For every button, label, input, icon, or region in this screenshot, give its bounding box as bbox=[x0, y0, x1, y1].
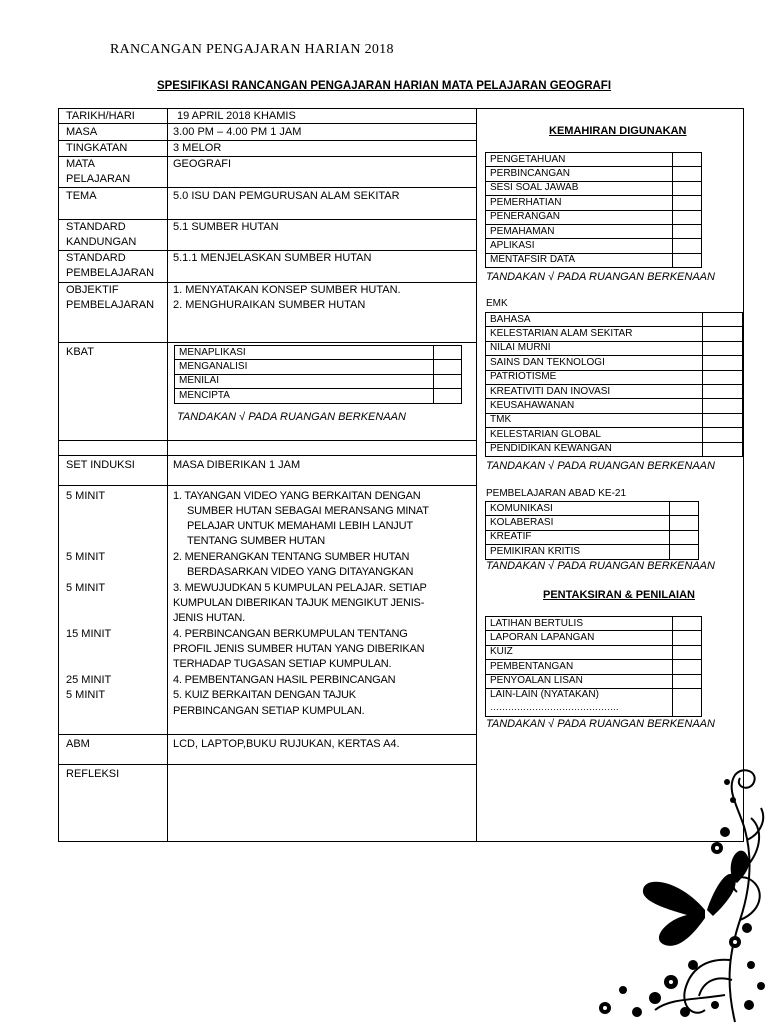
abad21-item: KOLABERASI bbox=[486, 516, 670, 530]
page-header: RANCANGAN PENGAJARAN HARIAN 2018 bbox=[110, 42, 394, 57]
checklist-row bbox=[486, 502, 699, 516]
activity-6-line-2: PERBINCANGAN SETIAP KUMPULAN. bbox=[173, 705, 365, 717]
checkbox[interactable] bbox=[670, 502, 699, 516]
butterfly-floral-ornament-icon bbox=[575, 760, 768, 1024]
activity-time-6: 5 MINIT bbox=[66, 689, 106, 701]
abad21-note: TANDAKAN √ PADA RUANGAN BERKENAAN bbox=[486, 560, 715, 572]
checklist-row bbox=[486, 370, 743, 384]
checkbox[interactable] bbox=[673, 196, 702, 210]
mata-pelajaran-label-1: MATA bbox=[66, 158, 95, 170]
row-divider bbox=[58, 187, 476, 188]
abad21-item: KOMUNIKASI bbox=[486, 502, 670, 516]
standard-pembelajaran-value: 5.1.1 MENJELASKAN SUMBER HUTAN bbox=[173, 252, 372, 264]
pentaksiran-note: TANDAKAN √ PADA RUANGAN BERKENAAN bbox=[486, 718, 715, 730]
kemahiran-item: APLIKASI bbox=[486, 239, 673, 253]
activity-3-line-3: JENIS HUTAN. bbox=[173, 612, 245, 624]
tarikh-label: TARIKH/HARI bbox=[66, 110, 135, 122]
objektif-2: 2. MENGHURAIKAN SUMBER HUTAN bbox=[173, 299, 366, 311]
checkbox[interactable] bbox=[703, 356, 743, 370]
row-divider bbox=[58, 764, 476, 765]
standard-pembelajaran-label-1: STANDARD bbox=[66, 252, 126, 264]
activity-6-line-1: 5. KUIZ BERKAITAN DENGAN TAJUK bbox=[173, 689, 356, 701]
emk-item: SAINS DAN TEKNOLOGI bbox=[486, 356, 703, 370]
pentaksiran-lain-label: LAIN-LAIN (NYATAKAN) bbox=[490, 688, 599, 700]
checklist-row bbox=[486, 153, 702, 167]
checklist-row bbox=[486, 196, 702, 210]
pentaksiran-item: PENYOALAN LISAN bbox=[486, 674, 673, 688]
emk-checklist bbox=[485, 312, 743, 457]
emk-item: BAHASA bbox=[486, 313, 703, 327]
checkbox[interactable] bbox=[673, 253, 702, 267]
checklist-row bbox=[486, 688, 702, 716]
pentaksiran-lain-cell bbox=[486, 688, 673, 716]
checklist-row bbox=[486, 224, 702, 238]
tema-value: 5.0 ISU DAN PEMGURUSAN ALAM SEKITAR bbox=[173, 190, 400, 202]
checklist-row bbox=[486, 545, 699, 559]
masa-value: 3.00 PM – 4.00 PM 1 JAM bbox=[173, 126, 302, 138]
checkbox[interactable] bbox=[673, 153, 702, 167]
kbat-note: TANDAKAN √ PADA RUANGAN BERKENAAN bbox=[177, 411, 406, 423]
standard-kandungan-label-1: STANDARD bbox=[66, 221, 126, 233]
checklist-row bbox=[486, 181, 702, 195]
standard-pembelajaran-label-2: PEMBELAJARAN bbox=[66, 267, 155, 279]
checklist-row bbox=[486, 631, 702, 645]
pentaksiran-lain-dots: ……………………………………. bbox=[490, 701, 619, 712]
kbat-item: MENILAI bbox=[175, 374, 434, 388]
kbat-item: MENGANALISI bbox=[175, 360, 434, 374]
emk-item: NILAI MURNI bbox=[486, 341, 703, 355]
activity-3-line-1: 3. MEWUJUDKAN 5 KUMPULAN PELAJAR. SETIAP bbox=[173, 582, 427, 594]
pentaksiran-checklist bbox=[485, 616, 702, 717]
abm-label: ABM bbox=[66, 738, 90, 750]
activity-5-line-1: 4. PEMBENTANGAN HASIL PERBINCANGAN bbox=[173, 674, 396, 686]
checklist-row bbox=[486, 413, 743, 427]
kbat-item: MENCIPTA bbox=[175, 389, 434, 403]
standard-kandungan-label-2: KANDUNGAN bbox=[66, 236, 137, 248]
checklist-row bbox=[486, 327, 743, 341]
checkbox[interactable] bbox=[673, 167, 702, 181]
checkbox[interactable] bbox=[673, 239, 702, 253]
kemahiran-item: PENERANGAN bbox=[486, 210, 673, 224]
checkbox[interactable] bbox=[703, 327, 743, 341]
kemahiran-item: MENTAFSIR DATA bbox=[486, 253, 673, 267]
kbat-item: MENAPLIKASI bbox=[175, 346, 434, 360]
objektif-label-1: OBJEKTIF bbox=[66, 284, 119, 296]
checklist-row bbox=[175, 374, 462, 388]
checkbox[interactable] bbox=[434, 389, 462, 403]
checklist-row bbox=[486, 660, 702, 674]
row-divider bbox=[58, 156, 476, 157]
row-divider bbox=[58, 485, 476, 486]
mata-pelajaran-value: GEOGRAFI bbox=[173, 158, 232, 170]
checklist-row bbox=[486, 210, 702, 224]
spec-title: SPESIFIKASI RANCANGAN PENGAJARAN HARIAN MATA PELAJARAN GEOGRAFI bbox=[156, 80, 612, 92]
pentaksiran-item: KUIZ bbox=[486, 645, 673, 659]
kbat-label: KBAT bbox=[66, 346, 94, 358]
checkbox[interactable] bbox=[703, 442, 743, 456]
checklist-row bbox=[486, 530, 699, 544]
pentaksiran-item: LATIHAN BERTULIS bbox=[486, 617, 673, 631]
checklist-row bbox=[486, 645, 702, 659]
checkbox[interactable] bbox=[670, 516, 699, 530]
right-panel-divider bbox=[476, 108, 477, 842]
kemahiran-item: PERBINCANGAN bbox=[486, 167, 673, 181]
kemahiran-item: SESI SOAL JAWAB bbox=[486, 181, 673, 195]
objektif-1: 1. MENYATAKAN KONSEP SUMBER HUTAN. bbox=[173, 284, 401, 296]
abad21-item: KREATIF bbox=[486, 530, 670, 544]
kemahiran-note: TANDAKAN √ PADA RUANGAN BERKENAAN bbox=[486, 271, 715, 283]
emk-item: KREATIVITI DAN INOVASI bbox=[486, 384, 703, 398]
checkbox[interactable] bbox=[673, 631, 702, 645]
activity-1-line-4: TENTANG SUMBER HUTAN bbox=[187, 535, 325, 547]
tarikh-value: 19 APRIL 2018 KHAMIS bbox=[177, 110, 296, 122]
abad21-title: PEMBELAJARAN ABAD KE-21 bbox=[486, 488, 627, 499]
kemahiran-checklist bbox=[485, 152, 702, 268]
checklist-row bbox=[486, 239, 702, 253]
checkbox[interactable] bbox=[670, 530, 699, 544]
checkbox[interactable] bbox=[673, 210, 702, 224]
row-divider bbox=[58, 342, 476, 343]
kemahiran-title: KEMAHIRAN DIGUNAKAN bbox=[549, 125, 687, 137]
checkbox[interactable] bbox=[703, 370, 743, 384]
checkbox[interactable] bbox=[703, 313, 743, 327]
activity-4-line-3: TERHADAP TUGASAN SETIAP KUMPULAN. bbox=[173, 658, 392, 670]
activity-1-line-1: 1. TAYANGAN VIDEO YANG BERKAITAN DENGAN bbox=[173, 490, 421, 502]
tema-label: TEMA bbox=[66, 190, 97, 202]
checkbox[interactable] bbox=[434, 360, 462, 374]
checklist-row bbox=[486, 674, 702, 688]
activity-time-5: 25 MINIT bbox=[66, 674, 112, 686]
checklist-row bbox=[486, 399, 743, 413]
checkbox[interactable] bbox=[673, 660, 702, 674]
checkbox[interactable] bbox=[673, 224, 702, 238]
activity-time-3: 5 MINIT bbox=[66, 582, 106, 594]
row-divider bbox=[58, 734, 476, 735]
checklist-row bbox=[486, 313, 743, 327]
kemahiran-item: PENGETAHUAN bbox=[486, 153, 673, 167]
checklist-row bbox=[486, 428, 743, 442]
refleksi-label: REFLEKSI bbox=[66, 768, 120, 780]
checklist-row bbox=[486, 167, 702, 181]
checkbox[interactable] bbox=[670, 545, 699, 559]
activity-1-line-3: PELAJAR UNTUK MEMAHAMI LEBIH LANJUT bbox=[187, 520, 413, 532]
masa-label: MASA bbox=[66, 126, 98, 138]
checklist-row bbox=[486, 617, 702, 631]
activity-4-line-1: 4. PERBINCANGAN BERKUMPULAN TENTANG bbox=[173, 628, 408, 640]
row-divider bbox=[58, 440, 476, 441]
activity-time-1: 5 MINIT bbox=[66, 490, 106, 502]
emk-title: EMK bbox=[486, 298, 508, 309]
activity-2-line-1: 2. MENERANGKAN TENTANG SUMBER HUTAN bbox=[173, 551, 410, 563]
emk-item: KEUSAHAWANAN bbox=[486, 399, 703, 413]
emk-item: KELESTARIAN GLOBAL bbox=[486, 428, 703, 442]
standard-kandungan-value: 5.1 SUMBER HUTAN bbox=[173, 221, 279, 233]
checklist-row bbox=[175, 389, 462, 403]
activity-1-line-2: SUMBER HUTAN SEBAGAI MERANSANG MINAT bbox=[187, 505, 429, 517]
checklist-row bbox=[486, 516, 699, 530]
checkbox[interactable] bbox=[703, 413, 743, 427]
activity-time-4: 15 MINIT bbox=[66, 628, 112, 640]
checkbox[interactable] bbox=[673, 181, 702, 195]
pentaksiran-title: PENTAKSIRAN & PENILAIAN bbox=[543, 589, 695, 601]
checklist-row bbox=[175, 360, 462, 374]
checklist-row bbox=[486, 356, 743, 370]
pentaksiran-item: PEMBENTANGAN bbox=[486, 660, 673, 674]
tingkatan-label: TINGKATAN bbox=[66, 142, 128, 154]
abad21-checklist bbox=[485, 501, 699, 560]
activity-4-line-2: PROFIL JENIS SUMBER HUTAN YANG DIBERIKAN bbox=[173, 643, 425, 655]
checkbox[interactable] bbox=[434, 374, 462, 388]
kemahiran-item: PEMAHAMAN bbox=[486, 224, 673, 238]
checklist-row bbox=[175, 346, 462, 360]
row-divider bbox=[58, 123, 476, 124]
tingkatan-value: 3 MELOR bbox=[173, 142, 222, 154]
checkbox[interactable] bbox=[703, 384, 743, 398]
kemahiran-item: PEMERHATIAN bbox=[486, 196, 673, 210]
checkbox[interactable] bbox=[703, 428, 743, 442]
checklist-row bbox=[486, 341, 743, 355]
objektif-label-2: PEMBELAJARAN bbox=[66, 299, 155, 311]
activity-2-line-2: BERDASARKAN VIDEO YANG DITAYANGKAN bbox=[187, 566, 414, 578]
abm-value: LCD, LAPTOP,BUKU RUJUKAN, KERTAS A4. bbox=[173, 738, 400, 750]
checkbox[interactable] bbox=[434, 346, 462, 360]
mata-pelajaran-label-2: PELAJARAN bbox=[66, 173, 131, 185]
checkbox[interactable] bbox=[673, 688, 702, 716]
set-induksi-label: SET INDUKSI bbox=[66, 459, 135, 471]
checkbox[interactable] bbox=[673, 645, 702, 659]
activity-3-line-2: KUMPULAN DIBERIKAN TAJUK MENGIKUT JENIS- bbox=[173, 597, 425, 609]
checkbox[interactable] bbox=[703, 399, 743, 413]
emk-item: PENDIDIKAN KEWANGAN bbox=[486, 442, 703, 456]
checkbox[interactable] bbox=[673, 674, 702, 688]
activity-time-2: 5 MINIT bbox=[66, 551, 106, 563]
abad21-item: PEMIKIRAN KRITIS bbox=[486, 545, 670, 559]
pentaksiran-item: LAPORAN LAPANGAN bbox=[486, 631, 673, 645]
set-induksi-value: MASA DIBERIKAN 1 JAM bbox=[173, 459, 301, 471]
kbat-checklist bbox=[174, 345, 462, 404]
emk-note: TANDAKAN √ PADA RUANGAN BERKENAAN bbox=[486, 460, 715, 472]
emk-item: KELESTARIAN ALAM SEKITAR bbox=[486, 327, 703, 341]
row-divider bbox=[58, 455, 476, 456]
emk-item: PATRIOTISME bbox=[486, 370, 703, 384]
checklist-row bbox=[486, 384, 743, 398]
checkbox[interactable] bbox=[673, 617, 702, 631]
checklist-row bbox=[486, 442, 743, 456]
emk-item: TMK bbox=[486, 413, 703, 427]
checklist-row bbox=[486, 253, 702, 267]
checkbox[interactable] bbox=[703, 341, 743, 355]
